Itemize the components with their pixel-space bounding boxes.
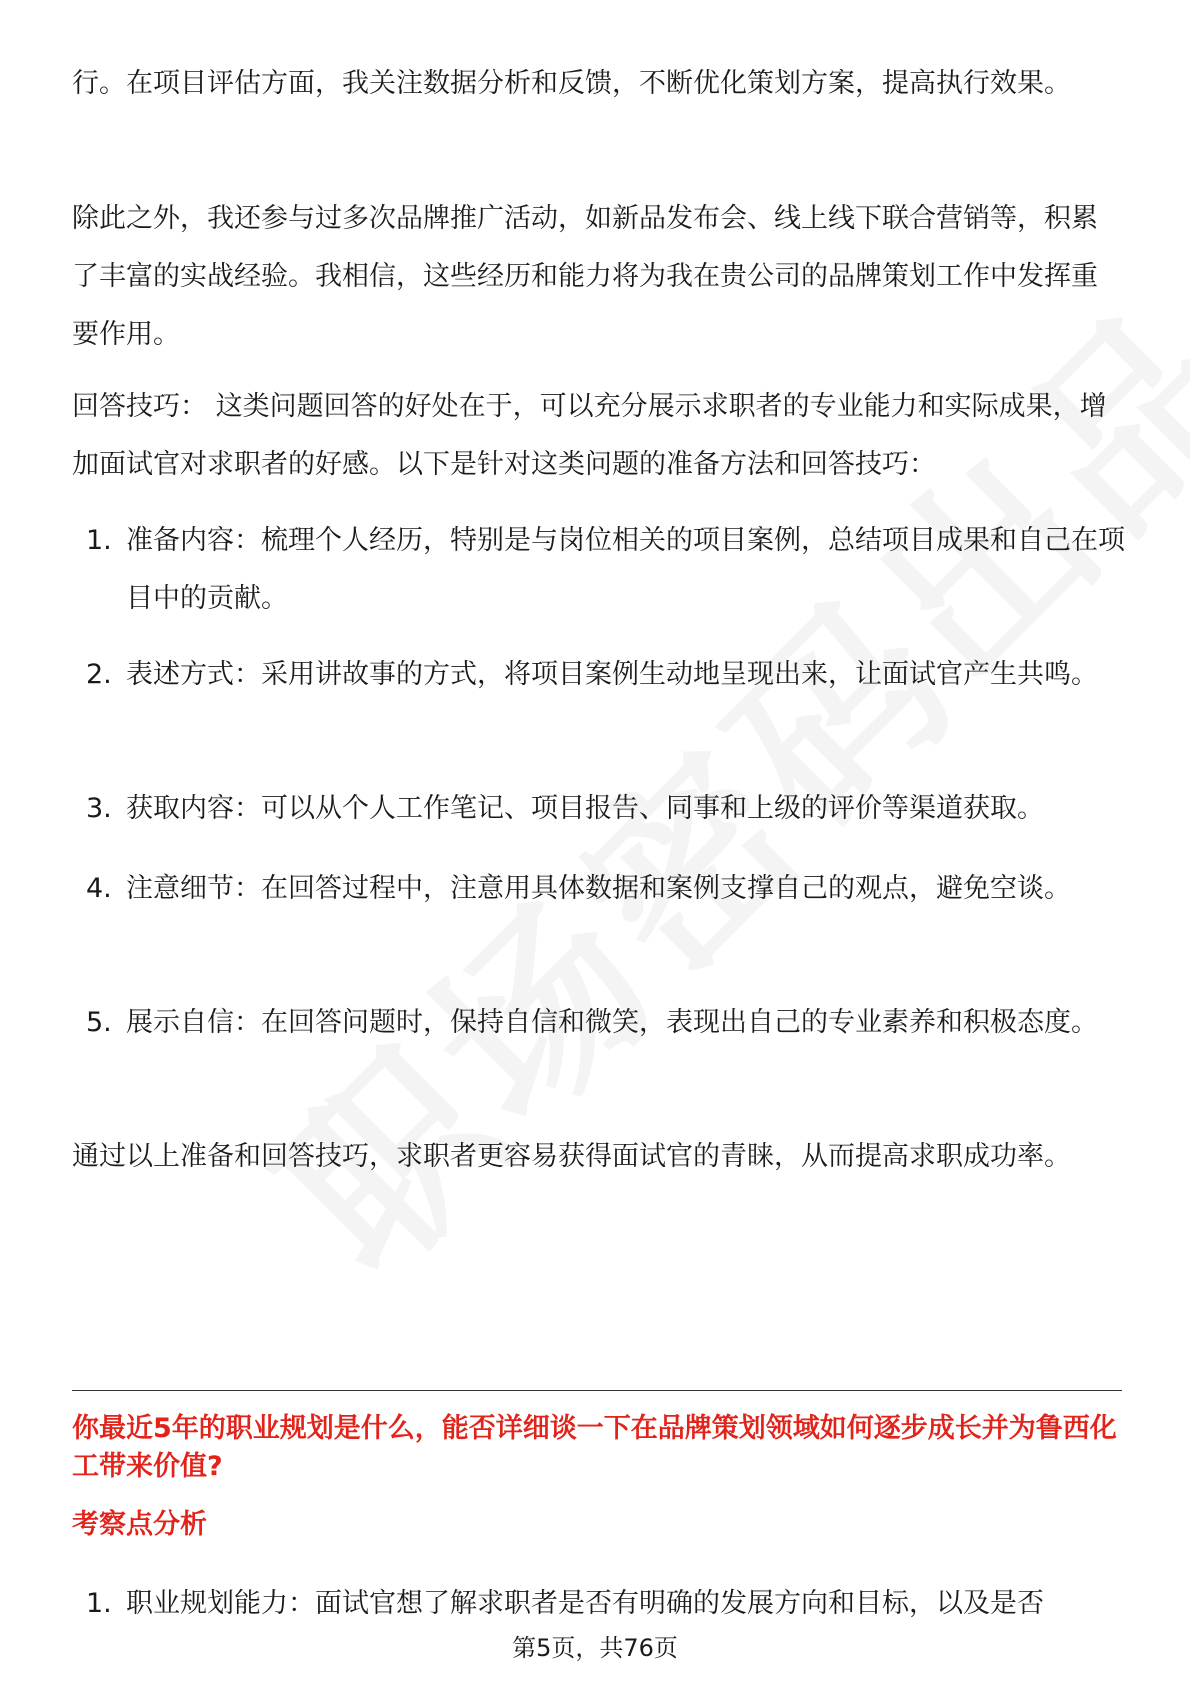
section-title: 考察点分析	[72, 1509, 207, 1540]
list-text: 获取内容：可以从个人工作笔记、项目报告、同事和上级的评价等渠道获取。	[126, 793, 1044, 824]
list-text: 注意细节：在回答过程中，注意用具体数据和案例支撑自己的观点，避免空谈。	[126, 873, 1071, 904]
list-number: 5.	[86, 1007, 112, 1038]
question-title: 你最近5年的职业规划是什么，能否详细谈一下在品牌策划领域如何逐步成长并为鲁西化工带来价值?	[72, 1413, 1117, 1482]
list-text: 职业规划能力：面试官想了解求职者是否有明确的发展方向和目标，以及是否	[126, 1588, 1044, 1619]
paragraph-evaluation: 行。在项目评估方面，我关注数据分析和反馈，不断优化策划方案，提高执行效果。	[72, 68, 1071, 99]
section-divider	[72, 1390, 1122, 1391]
page-footer: 第5页，共76页	[512, 1634, 678, 1662]
list-text: 表述方式：采用讲故事的方式，将项目案例生动地呈现出来，让面试官产生共鸣。	[126, 659, 1098, 690]
list-number: 2.	[86, 659, 112, 690]
paragraph-experience: 除此之外，我还参与过多次品牌推广活动，如新品发布会、线上线下联合营销等，积累了丰富的实战经验。我相信，这些经历和能力将为我在贵公司的品牌策划工作中发挥重要作用。	[72, 203, 1098, 350]
paragraph-conclusion: 通过以上准备和回答技巧，求职者更容易获得面试官的青睐，从而提高求职成功率。	[72, 1141, 1071, 1172]
list-number: 4.	[86, 873, 112, 904]
list-number: 1.	[86, 1588, 112, 1619]
paragraph-answer-tips: 回答技巧： 这类问题回答的好处在于，可以充分展示求职者的专业能力和实际成果，增加面试官对求职者的好感。以下是针对这类问题的准备方法和回答技巧：	[72, 391, 1107, 480]
list-number: 1.	[86, 525, 112, 556]
list-text: 准备内容：梳理个人经历，特别是与岗位相关的项目案例，总结项目成果和自己在项目中的贡献。	[126, 525, 1125, 614]
list-text: 展示自信：在回答问题时，保持自信和微笑，表现出自己的专业素养和积极态度。	[126, 1007, 1098, 1038]
list-number: 3.	[86, 793, 112, 824]
